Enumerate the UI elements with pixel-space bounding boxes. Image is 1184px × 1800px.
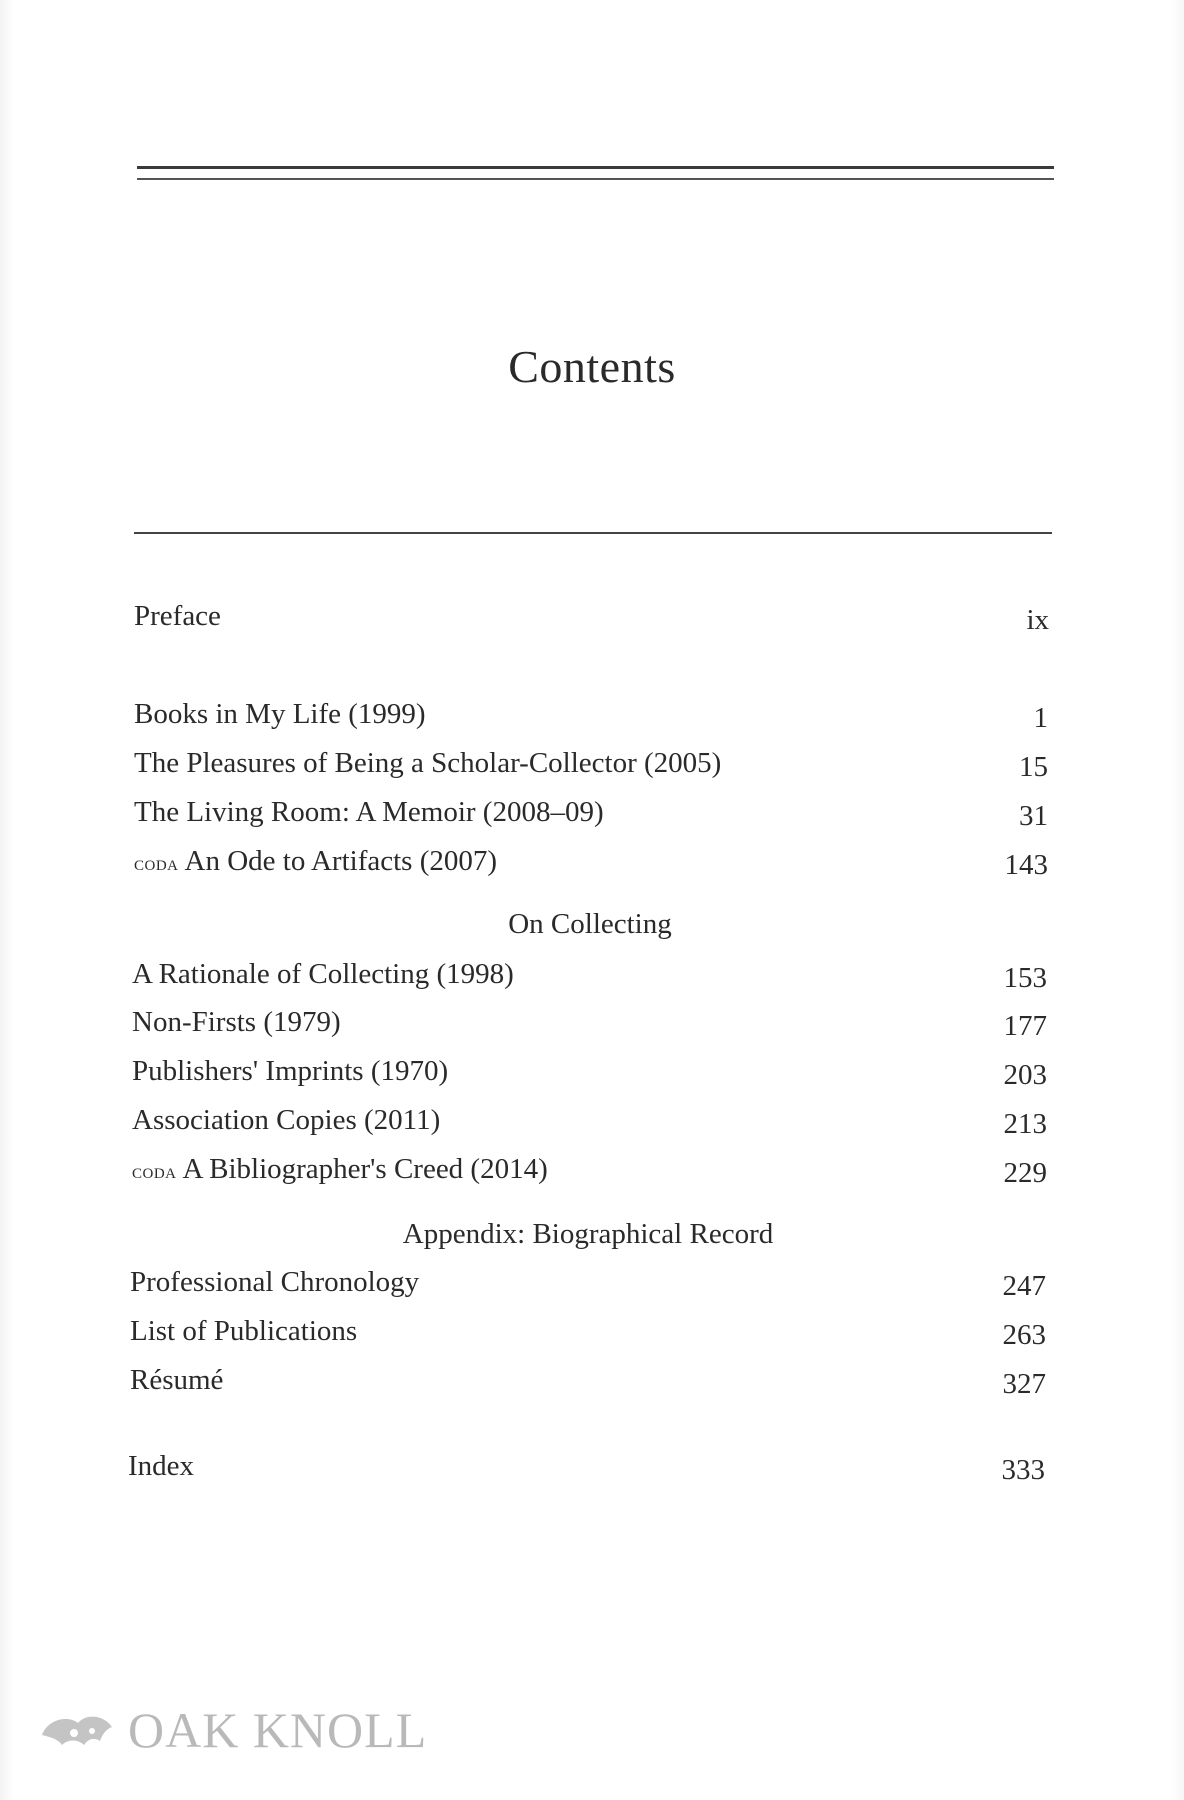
section-heading: On Collecting [508,908,672,940]
toc-entry [132,1153,548,1186]
oak-leaf-logo-icon [38,1705,118,1755]
toc-entry: Non-Firsts (1979) [132,1006,341,1038]
toc-row-preface [0,600,1184,644]
coda-label: coda [132,1158,177,1183]
toc-row [0,796,1184,840]
toc-page-number: 153 [1003,962,1047,994]
section-heading: Appendix: Biographical Record [402,1218,774,1250]
toc-page-number: 213 [1003,1108,1047,1140]
top-rule-thick [137,166,1054,169]
toc-row [0,958,1184,1002]
toc-entry: Professional Chronology [130,1266,420,1298]
coda-label: coda [134,850,179,875]
toc-page-number: 143 [1004,849,1048,881]
toc-page-number: 247 [1002,1270,1046,1302]
publisher-watermark [38,1700,427,1760]
title-divider [134,532,1052,534]
toc-entry-text: A Bibliographer's Creed (2014) [182,1153,548,1185]
toc-page-number: 31 [1019,800,1048,832]
toc-page-number: 229 [1003,1157,1047,1189]
toc-entry: Publishers' Imprints (1970) [132,1055,449,1087]
page-title: Contents [508,341,676,392]
toc-row [0,1104,1184,1148]
toc-entry-text: An Ode to Artifacts (2007) [184,845,498,877]
toc-row [0,1006,1184,1050]
toc-row-coda [0,1153,1184,1197]
top-rule-thin [137,178,1054,180]
toc-entry [134,845,497,878]
toc-page-number: 1 [1033,702,1048,734]
toc-entry: Résumé [130,1364,224,1396]
toc-row [0,747,1184,791]
toc-row [0,698,1184,742]
toc-page-number: 177 [1003,1010,1047,1042]
toc-entry: Index [128,1450,195,1482]
publisher-name: OAK KNOLL [128,1702,428,1758]
toc-entry: Preface [134,600,221,632]
toc-page-number: 327 [1002,1368,1046,1400]
toc-entry: The Pleasures of Being a Scholar-Collector (2005) [134,747,722,779]
toc-entry: Books in My Life (1999) [134,698,426,730]
toc-row-index [0,1450,1184,1494]
toc-row [0,1055,1184,1099]
toc-row [0,1364,1184,1408]
toc-entry: The Living Room: A Memoir (2008–09) [134,796,604,828]
toc-page-number: 15 [1019,751,1048,783]
toc-entry: List of Publications [130,1315,358,1347]
toc-page-number: 263 [1002,1319,1046,1351]
toc-row [0,1315,1184,1359]
toc-row [0,1266,1184,1310]
toc-entry: A Rationale of Collecting (1998) [132,958,514,990]
toc-page-number: ix [1026,604,1049,636]
toc-entry: Association Copies (2011) [132,1104,441,1136]
toc-page-number: 203 [1003,1059,1047,1091]
toc-row-coda [0,845,1184,889]
toc-page-number: 333 [1001,1454,1045,1486]
